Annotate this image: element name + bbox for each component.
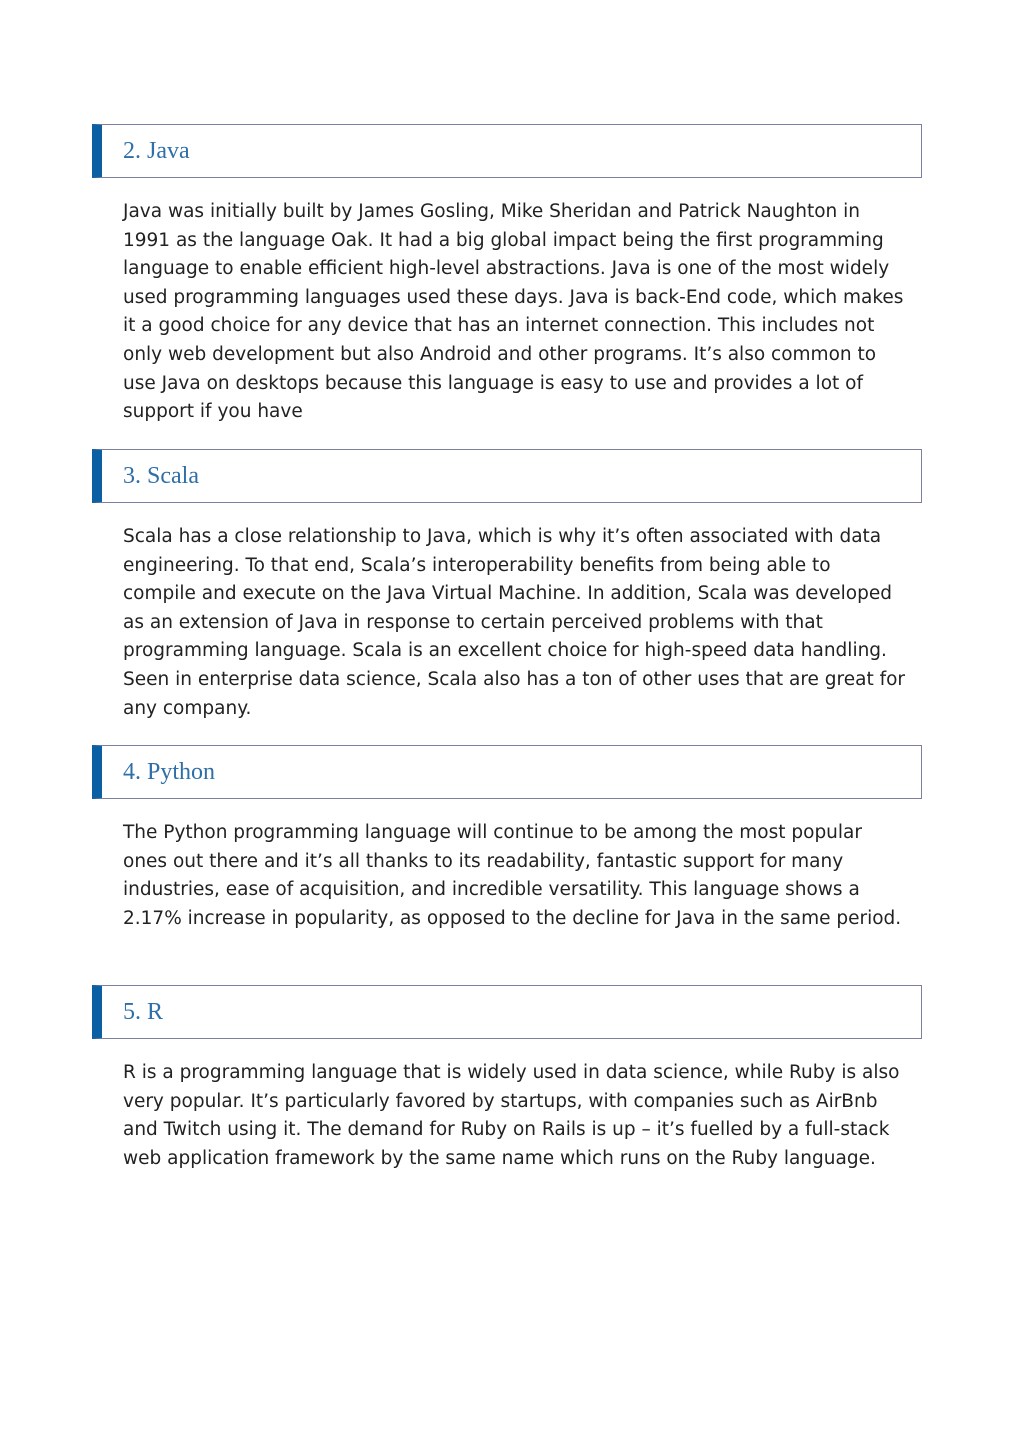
section-python [92,745,922,933]
section-r [92,985,922,1173]
section-scala [92,449,922,723]
section-heading: 3. Scala [123,463,199,489]
section-heading-box [92,745,922,799]
section-body: The Python programming language will continue to be among the most popular ones out there and it’s all thanks to its readability, fantastic support for many industries, ease of acquisition, and incredible versatility. This language shows a 2.17% increase in popularity, as opposed to the decline for Java in the same period. [123,822,902,929]
section-java [92,124,922,427]
section-body: Scala has a close relationship to Java, which is why it’s often associated with data engineering. To that end, Scala’s interoperability benefits from being able to compile and execute on the Java Virtual Machine. In addition, Scala was developed as an extension of Java in response to certain perceived problems with that programming language. Scala is an excellent choice for high-speed data handling. Seen in enterprise data science, Scala also has a ton of other uses that are great for any company. [123,526,906,719]
section-heading: 2. Java [123,138,190,164]
section-body: Java was initially built by James Gosling, Mike Sheridan and Patrick Naughton in 1991 as the language Oak. It had a big global impact being the first programming language to enable efficient high-level abstractions. Java is one of the most widely used programming languages used these days. Java is back-End code, which makes it a good choice for any device that has an internet connection. This includes not only web development but also Android and other programs. It’s also common to use Java on desktops because this language is easy to use and provides a lot of support if you have [123,201,904,423]
section-body: R is a programming language that is widely used in data science, while Ruby is also very popular. It’s particularly favored by startups, with companies such as AirBnb and Twitch using it. The demand for Ruby on Rails is up – it’s fuelled by a full-stack web application framework by the same name which runs on the Ruby language. [123,1062,900,1169]
section-heading: 5. R [123,999,164,1025]
section-heading-box [92,449,922,503]
section-heading-box [92,124,922,178]
section-heading-box [92,985,922,1039]
section-heading: 4. Python [123,759,216,785]
